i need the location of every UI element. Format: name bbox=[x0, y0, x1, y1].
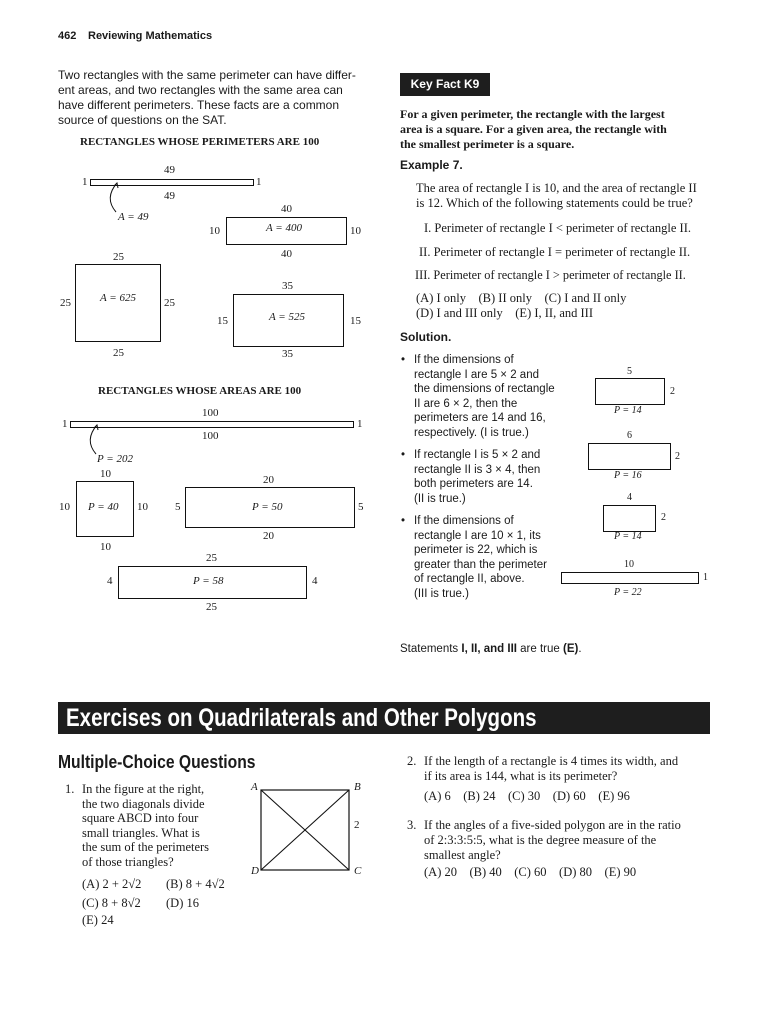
fig2-r3-perim: P = 50 bbox=[252, 501, 283, 513]
q2-number: 2. bbox=[407, 754, 417, 768]
fig1-r4-top: 35 bbox=[282, 280, 293, 292]
q1-line: square ABCD into four bbox=[82, 811, 199, 826]
section-banner-title: Exercises on Quadrilaterals and Other Polygons bbox=[66, 704, 537, 732]
page-number: 462 bbox=[58, 30, 77, 42]
solution-bullet-1 bbox=[414, 353, 555, 440]
fig1-r1-bottom: 49 bbox=[164, 190, 175, 202]
bullet-line: (II is true.) bbox=[414, 492, 466, 505]
q3-stem bbox=[424, 818, 681, 863]
fig1-r3-top: 25 bbox=[113, 251, 124, 263]
bullet-line: rectangle I are 5 × 2 and bbox=[414, 368, 539, 381]
mcq-subheading: Multiple-Choice Questions bbox=[58, 752, 256, 772]
fig1-r3-left: 25 bbox=[60, 297, 71, 309]
fig2-r1-left: 1 bbox=[62, 418, 68, 430]
sol-fig2-top: 6 bbox=[627, 430, 632, 441]
key-fact-line: For a given perimeter, the rectangle with the largest bbox=[400, 107, 665, 121]
q1-square-figure bbox=[260, 789, 352, 873]
sol-fig2-side: 2 bbox=[675, 451, 680, 462]
intro-paragraph bbox=[58, 68, 356, 128]
statement-ii: II. Perimeter of rectangle I = perimeter of rectangle II. bbox=[419, 245, 691, 259]
solution-bullet-2 bbox=[414, 448, 540, 506]
sol-rect-5x2 bbox=[595, 378, 665, 405]
sol-fig4-top: 10 bbox=[624, 559, 634, 570]
fig1-r1-left: 1 bbox=[82, 176, 88, 188]
fig1-r3-area: A = 625 bbox=[100, 292, 136, 304]
fig2-r2-perim: P = 40 bbox=[88, 501, 119, 513]
example-heading: Example 7. bbox=[400, 158, 463, 172]
solution-conclusion bbox=[400, 643, 582, 655]
bullet-line: If rectangle I is 5 × 2 and bbox=[414, 449, 541, 461]
bullet-line: rectangle II is 3 × 4, then bbox=[414, 463, 541, 476]
fig2-r1-top: 100 bbox=[202, 407, 219, 419]
sol-rect-10x1 bbox=[561, 572, 699, 584]
bullet-line: II are 6 × 2, then the bbox=[414, 397, 518, 410]
fig1-r4-right: 15 bbox=[350, 315, 361, 327]
fig1-r2-area: A = 400 bbox=[266, 222, 302, 234]
fig1-r4-bottom: 35 bbox=[282, 348, 293, 360]
fig1-r1-top: 49 bbox=[164, 164, 175, 176]
example-choices-line1: (A) I only (B) II only (C) I and II only bbox=[416, 291, 627, 305]
section-banner bbox=[58, 702, 710, 734]
fig2-r1-right: 1 bbox=[357, 418, 363, 430]
bullet-line: both perimeters are 14. bbox=[414, 478, 533, 490]
bullet-marker: • bbox=[401, 449, 406, 461]
fig1-r4-left: 15 bbox=[217, 315, 228, 327]
fig2-title: RECTANGLES WHOSE AREAS ARE 100 bbox=[98, 385, 302, 397]
sol-fig3-perim: P = 14 bbox=[614, 531, 642, 542]
fig2-r3-bottom: 20 bbox=[263, 530, 274, 542]
key-fact-badge: Key Fact K9 bbox=[400, 73, 490, 96]
intro-line: have different perimeters. These facts are a common bbox=[58, 98, 340, 112]
statement-i: I. Perimeter of rectangle I < perimeter of rectangle II. bbox=[424, 221, 691, 235]
fig1-title: RECTANGLES WHOSE PERIMETERS ARE 100 bbox=[80, 136, 320, 148]
q3-line: smallest angle? bbox=[424, 848, 501, 862]
fig1-r2-top: 40 bbox=[281, 203, 292, 215]
fig2-r3-top: 20 bbox=[263, 474, 274, 486]
fig1-r2-left: 10 bbox=[209, 225, 220, 237]
bullet-line: greater than the perimeter bbox=[414, 558, 547, 571]
fig2-r4-bottom: 25 bbox=[206, 601, 217, 613]
q1-vertex-d: D bbox=[251, 865, 259, 877]
q2-stem bbox=[424, 754, 678, 784]
key-fact-text bbox=[400, 107, 667, 152]
sol-fig3-side: 2 bbox=[661, 512, 666, 523]
fig1-r2-bottom: 40 bbox=[281, 248, 292, 260]
q1-side-label: 2 bbox=[354, 819, 360, 831]
q1-vertex-a: A bbox=[251, 781, 258, 793]
solution-heading: Solution. bbox=[400, 330, 452, 344]
q3-choices[interactable]: (A) 20 (B) 40 (C) 60 (D) 80 (E) 90 bbox=[424, 865, 637, 879]
fig2-r1-perim: P = 202 bbox=[97, 453, 133, 465]
example-stem-line: The area of rectangle I is 10, and the area of rectangle II bbox=[416, 181, 697, 195]
key-fact-line: the smallest perimeter is a square. bbox=[400, 137, 575, 151]
solution-bullet-3 bbox=[414, 514, 547, 601]
sol-rect-4x2 bbox=[603, 505, 656, 532]
q1-number: 1. bbox=[65, 782, 75, 796]
sol-fig1-side: 2 bbox=[670, 386, 675, 397]
q2-line: if its area is 144, what is its perimeter? bbox=[424, 769, 618, 783]
key-fact-line: area is a square. For a given area, the rectangle with bbox=[400, 122, 667, 136]
conclusion-answer: (E) bbox=[563, 643, 579, 655]
q1-vertex-c: C bbox=[354, 865, 362, 877]
bullet-line: If the dimensions of bbox=[414, 354, 514, 366]
conclusion-text: are true bbox=[516, 643, 563, 655]
fig2-r4-left: 4 bbox=[107, 575, 113, 587]
conclusion-text: . bbox=[578, 643, 582, 655]
q1-stem bbox=[82, 782, 209, 870]
bullet-marker: • bbox=[401, 515, 406, 527]
bullet-line: (III is true.) bbox=[414, 587, 469, 600]
sol-fig3-top: 4 bbox=[627, 492, 632, 503]
fig2-r4-right: 4 bbox=[312, 575, 318, 587]
q1-choice-b[interactable]: (B) 8 + 4√2 bbox=[166, 877, 225, 891]
fig1-r3-right: 25 bbox=[164, 297, 175, 309]
q1-line: the sum of the perimeters bbox=[82, 840, 210, 855]
fig1-r3-bottom: 25 bbox=[113, 347, 124, 359]
fig2-r3-left: 5 bbox=[175, 501, 181, 513]
q1-choice-a[interactable]: (A) 2 + 2√2 bbox=[82, 877, 142, 891]
sol-fig1-top: 5 bbox=[627, 366, 632, 377]
q3-line: of 2:3:3:5:5, what is the degree measure of the bbox=[424, 833, 657, 847]
fig2-r3-right: 5 bbox=[358, 501, 364, 513]
q3-line: If the angles of a five-sided polygon are in the ratio bbox=[424, 818, 681, 832]
conclusion-text: Statements bbox=[400, 643, 462, 655]
bullet-line: perimeter is 22, which is bbox=[414, 544, 538, 556]
bullet-line: If the dimensions of bbox=[414, 515, 514, 527]
fig1-r1-right: 1 bbox=[256, 176, 262, 188]
conclusion-statements: I, II, and III bbox=[461, 643, 517, 655]
intro-line: Two rectangles with the same perimeter can have differ- bbox=[58, 68, 356, 82]
bullet-line: the dimensions of rectangle bbox=[414, 383, 555, 395]
fig2-r2-top: 10 bbox=[100, 468, 111, 480]
statement-iii: III. Perimeter of rectangle I > perimeter of rectangle II. bbox=[415, 268, 686, 282]
intro-line: ent areas, and two rectangles with the same area can bbox=[58, 83, 343, 97]
bullet-line: rectangle I are 10 × 1, its bbox=[414, 529, 541, 542]
q2-line: If the length of a rectangle is 4 times its width, and bbox=[424, 754, 679, 768]
sol-fig2-perim: P = 16 bbox=[614, 470, 642, 481]
bullet-line: perimeters are 14 and 16, bbox=[414, 412, 546, 424]
intro-line: source of questions on the SAT. bbox=[58, 113, 227, 127]
bullet-line: respectively. (I is true.) bbox=[414, 426, 529, 439]
example-stem-line: is 12. Which of the following statements could be true? bbox=[416, 196, 693, 210]
q1-line: of those triangles? bbox=[82, 854, 174, 869]
q1-choice-c[interactable]: (C) 8 + 8√2 bbox=[82, 896, 141, 910]
q1-choice-d[interactable]: (D) 16 bbox=[166, 896, 199, 910]
fig2-r2-left: 10 bbox=[59, 501, 70, 513]
sol-fig4-perim: P = 22 bbox=[614, 587, 642, 598]
sol-fig4-side: 1 bbox=[703, 572, 708, 583]
fig2-r2-bottom: 10 bbox=[100, 541, 111, 553]
example-stem bbox=[416, 181, 697, 211]
bullet-line: of rectangle II, above. bbox=[414, 573, 525, 585]
fig2-r4-top: 25 bbox=[206, 552, 217, 564]
sol-fig1-perim: P = 14 bbox=[614, 405, 642, 416]
q1-line: the two diagonals divide bbox=[82, 796, 205, 811]
fig1-r1-area: A = 49 bbox=[118, 211, 149, 223]
fig2-r4-perim: P = 58 bbox=[193, 575, 224, 587]
fig2-r2-right: 10 bbox=[137, 501, 148, 513]
q2-choices[interactable]: (A) 6 (B) 24 (C) 30 (D) 60 (E) 96 bbox=[424, 789, 630, 803]
q1-vertex-b: B bbox=[354, 781, 361, 793]
example-choices-line2: (D) I and III only (E) I, II, and III bbox=[416, 306, 594, 320]
fig1-r4-area: A = 525 bbox=[269, 311, 305, 323]
running-head: Reviewing Mathematics bbox=[88, 30, 213, 42]
q1-line: small triangles. What is bbox=[82, 825, 200, 840]
bullet-marker: • bbox=[401, 354, 406, 366]
q3-number: 3. bbox=[407, 818, 417, 832]
fig1-r2-right: 10 bbox=[350, 225, 361, 237]
fig2-r1-bottom: 100 bbox=[202, 430, 219, 442]
q1-choice-e[interactable]: (E) 24 bbox=[82, 913, 114, 927]
sol-rect-6x2 bbox=[588, 443, 671, 470]
q1-line: In the figure at the right, bbox=[82, 782, 205, 796]
